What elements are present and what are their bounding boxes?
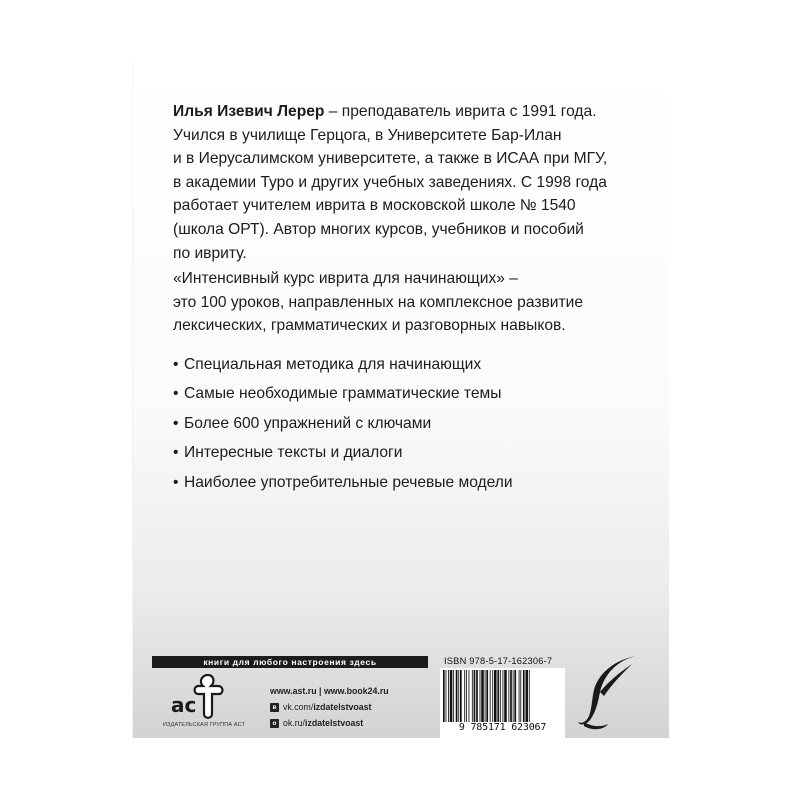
intro-line: «Интенсивный курс иврита для начинающих» – xyxy=(173,270,518,287)
list-item-text: Более 600 упражнений с ключами xyxy=(184,414,432,432)
vk-prefix: vk.com/ xyxy=(283,702,314,712)
course-intro xyxy=(173,267,633,338)
bullet-marker: • xyxy=(173,356,179,373)
vk-icon: в xyxy=(270,703,279,712)
list-item xyxy=(173,355,633,384)
list-item xyxy=(173,473,633,502)
list-item-text: Самые необходимые грамматические темы xyxy=(184,385,502,403)
bio-line: по ивриту. xyxy=(173,244,247,262)
author-bio xyxy=(173,100,633,265)
svg-text:ac: ac xyxy=(171,693,197,717)
list-item xyxy=(173,384,633,413)
bullet-marker: • xyxy=(173,414,179,432)
list-item xyxy=(173,414,633,443)
list-item-text: Специальная методика для начинающих xyxy=(184,356,482,373)
intro-line: лексических, грамматических и разговорных навыков. xyxy=(173,317,566,335)
list-item xyxy=(173,443,633,472)
quill-logo xyxy=(574,652,642,732)
feature-list xyxy=(173,355,633,502)
bullet-marker: • xyxy=(173,444,179,462)
bio-line: Учился в училище Герцога, в Университете Бар-Илан xyxy=(173,126,562,144)
link-separator: | xyxy=(316,686,324,696)
bio-line: работает учителем иврита в московской школе № 1540 xyxy=(173,197,576,215)
list-item-text: Наиболее употребительные речевые модели xyxy=(184,473,513,491)
slogan-strip: книги для любого настроения здесь xyxy=(152,656,428,668)
ast-logo xyxy=(168,674,230,722)
logo-caption: ИЗДАТЕЛЬСКАЯ ГРУППА АСТ xyxy=(162,722,246,728)
isbn-label: ISBN 978-5-17-162306-7 xyxy=(444,656,553,666)
site-link-book24[interactable]: www.book24.ru xyxy=(323,686,389,696)
bio-line: в академии Туро и других учебных заведениях. С 1998 года xyxy=(173,173,607,191)
author-name: Илья Изевич Лерер xyxy=(173,103,325,120)
bullet-marker: • xyxy=(173,473,179,491)
bio-line-1 xyxy=(173,100,633,124)
bullet-marker: • xyxy=(173,385,179,403)
intro-line: это 100 уроков, направленных на комплексное развитие xyxy=(173,293,583,311)
bio-line-1-rest: – преподаватель иврита с 1991 года. xyxy=(324,103,597,120)
site-link-ast[interactable]: www.ast.ru xyxy=(270,686,317,696)
ok-link[interactable] xyxy=(270,715,440,731)
publisher-links xyxy=(270,683,440,731)
bio-line: (школа ОРТ). Автор многих курсов, учебников и пособий xyxy=(173,220,584,238)
barcode-digits: 9 785171 623067 xyxy=(440,722,565,733)
ok-handle: izdatelstvoast xyxy=(305,718,364,728)
vk-link[interactable] xyxy=(270,699,440,715)
list-item-text: Интересные тексты и диалоги xyxy=(184,444,403,462)
website-links xyxy=(270,683,440,699)
ok-icon: o xyxy=(270,719,279,728)
ok-prefix: ok.ru/ xyxy=(283,718,306,728)
bio-line: и в Иерусалимском университете, а также в ИСАА при МГУ, xyxy=(173,150,608,168)
vk-handle: izdatelstvoast xyxy=(313,702,372,712)
